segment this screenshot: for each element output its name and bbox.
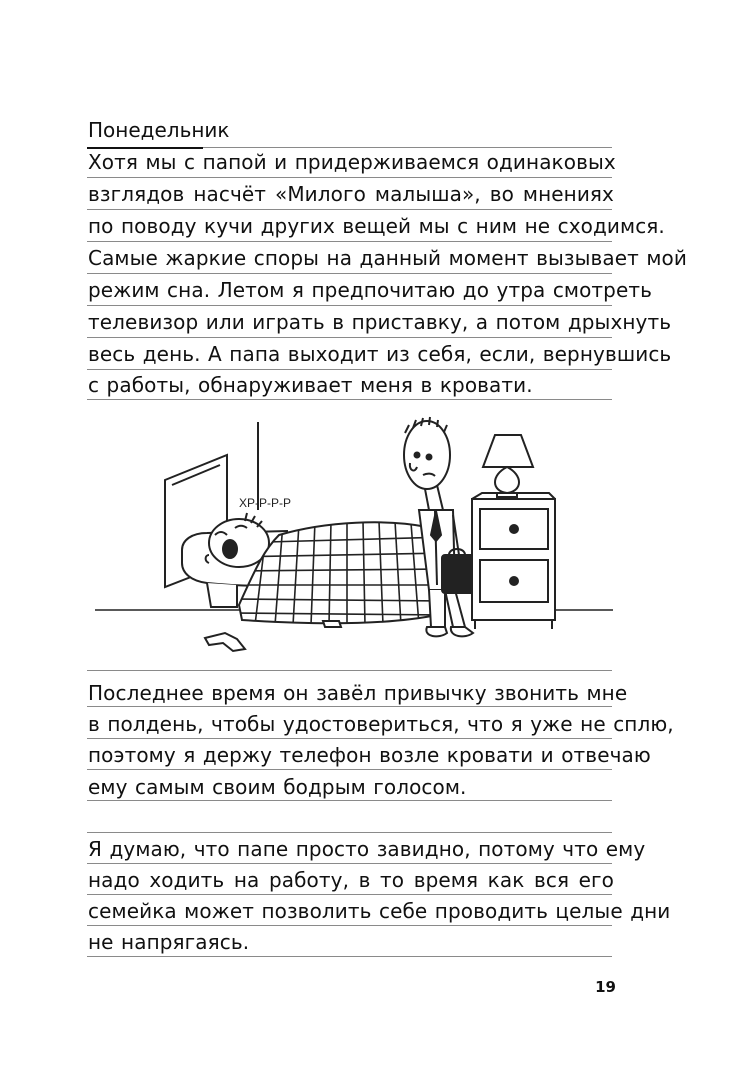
- text-line: семейка может позволить себе проводить целые дни: [88, 899, 671, 923]
- sock-on-floor: [323, 621, 341, 627]
- ruled-line: [87, 800, 612, 801]
- snore-text: ХР-Р-Р-Р: [239, 496, 292, 510]
- heading-underline: [87, 147, 203, 149]
- ruled-line: [87, 863, 612, 864]
- ruled-line: [87, 832, 612, 833]
- ruled-line: [87, 369, 612, 370]
- ruled-line: [87, 925, 612, 926]
- entry-day-heading: Понедельник: [88, 118, 230, 142]
- text-line: весь день. А папа выходит из себя, если, вернувшись: [88, 342, 672, 366]
- text-line: не напрягаясь.: [88, 930, 250, 954]
- ruled-line: [87, 209, 612, 210]
- text-line: Хотя мы с папой и придерживаемся одинаковых: [88, 150, 616, 174]
- text-line: в полдень, чтобы удостовериться, что я уже не сплю,: [88, 712, 674, 736]
- ruled-line: [87, 956, 612, 957]
- bedroom-illustration: [87, 415, 613, 660]
- text-line: по поводу кучи других вещей мы с ним не сходимся.: [88, 214, 665, 238]
- nightstand: [472, 493, 555, 629]
- text-line: Самые жаркие споры на данный момент вызывает мой: [88, 246, 687, 270]
- ruled-line: [87, 337, 612, 338]
- ruled-line: [87, 769, 612, 770]
- text-line: поэтому я держу телефон возле кровати и отвечаю: [88, 743, 651, 767]
- text-line: ему самым своим бодрым голосом.: [88, 775, 467, 799]
- ruled-line: [87, 241, 612, 242]
- text-line: взглядов насчёт «Милого малыша», во мнениях: [88, 182, 614, 206]
- page-number: 19: [595, 978, 616, 996]
- ruled-line: [87, 706, 612, 707]
- text-line: режим сна. Летом я предпочитаю до утра смотреть: [88, 278, 653, 302]
- text-line: надо ходить на работу, в то время как вся его: [88, 868, 614, 892]
- text-line: с работы, обнаруживает меня в кровати.: [88, 373, 533, 397]
- text-line: Последнее время он завёл привычку звонить мне: [88, 681, 628, 705]
- ruled-line: [87, 177, 612, 178]
- ruled-line: [87, 305, 612, 306]
- ruled-line: [87, 670, 612, 671]
- ruled-line: [87, 738, 612, 739]
- text-line: телевизор или играть в приставку, а потом дрыхнуть: [88, 310, 672, 334]
- ruled-line: [87, 399, 612, 400]
- ruled-line: [87, 894, 612, 895]
- ruled-line: [87, 273, 612, 274]
- text-line: Я думаю, что папе просто завидно, потому что ему: [88, 837, 646, 861]
